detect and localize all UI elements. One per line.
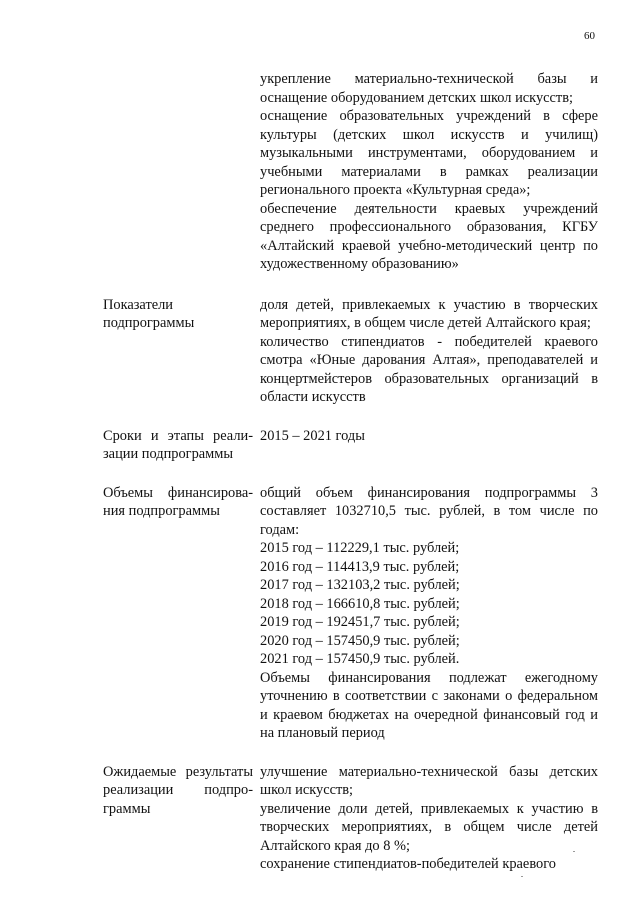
row-content	[260, 763, 598, 874]
row-label-line: Сроки и этапы реали-	[103, 427, 253, 444]
passport-row-continuation	[103, 70, 598, 274]
content-paragraph: сохранение стипендиатов-победителей краевого	[260, 856, 556, 872]
passport-row-financing	[103, 484, 598, 743]
content-paragraph: оснащение образовательных учреждений в сфере культуры (детских школ искусств и училищ) музыкальными инструментами, оборудованием и учебными материалами в рамках реализации регионального проекта «Культурная среда»;	[260, 108, 598, 198]
financing-year-line: 2021 год – 157450,9 тыс. рублей.	[260, 651, 460, 667]
content-paragraph: обеспечение деятельности краевых учреждений среднего профессионального образования, КГБУ «Алтайский краевой учебно-методический центр по художественному образованию»	[260, 200, 598, 272]
passport-row-indicators	[103, 296, 598, 407]
row-label	[103, 484, 253, 521]
row-content	[260, 484, 598, 743]
row-label-line: подпрограммы	[103, 315, 195, 331]
row-label-line: зации подпрограммы	[103, 446, 234, 462]
financing-year-line: 2016 год – 114413,9 тыс. рублей;	[260, 558, 460, 575]
row-label	[103, 296, 253, 333]
content-paragraph: количество стипендиатов - победителей краевого смотра «Юные дарования Алтая», преподавателей и концертмейстеров образовательных организаций в области искусств	[260, 333, 598, 405]
page-number: 60	[584, 30, 595, 42]
content-paragraph: увеличение доли детей, привлекаемых к участию в творческих мероприятиях, в общем числе детей Алтайского края до 8 %;	[260, 800, 598, 854]
financing-year-line: 2015 год – 112229,1 тыс. рублей;	[260, 540, 460, 556]
content-paragraph: 2015 – 2021 годы	[260, 427, 365, 444]
row-content	[260, 296, 598, 407]
content-paragraph: доля детей, привлекаемых к участию в творческих мероприятиях, в общем числе детей Алтайского края;	[260, 296, 598, 331]
row-label-line: ния подпрограммы	[103, 503, 220, 519]
row-content	[260, 70, 598, 274]
scan-speck	[521, 876, 523, 877]
row-label-line: Ожидаемые результаты	[103, 763, 253, 780]
subprogram-passport-table	[103, 70, 598, 874]
content-paragraph: общий объем финансирования подпрограммы 3 составляет 1032710,5 тыс. рублей, в том числе по годам:	[260, 484, 598, 538]
row-label-line: граммы	[103, 800, 151, 817]
content-paragraph: укрепление материально-технической базы и оснащение оборудованием детских школ искусств;	[260, 71, 598, 106]
financing-year-line: 2017 год – 132103,2 тыс. рублей;	[260, 577, 460, 593]
financing-year-line: 2018 год – 166610,8 тыс. рублей;	[260, 595, 460, 612]
row-label-line: реализации подпро-	[103, 782, 253, 798]
passport-row-terms	[103, 427, 598, 464]
row-label	[103, 427, 253, 464]
row-content	[260, 427, 598, 446]
content-paragraph: Объемы финансирования подлежат ежегодному уточнению в соответствии с законами о федеральном и краевом бюджетах на очередной финансовый год и на плановый период	[260, 669, 598, 741]
passport-row-expected-results	[103, 763, 598, 874]
content-paragraph: улучшение материально-технической базы детских школ искусств;	[260, 763, 598, 798]
row-label	[103, 763, 253, 819]
scan-speck	[573, 851, 575, 852]
row-label-line: Объемы финансирова-	[103, 484, 253, 501]
financing-year-line: 2020 год – 157450,9 тыс. рублей;	[260, 632, 460, 649]
financing-year-line: 2019 год – 192451,7 тыс. рублей;	[260, 614, 460, 630]
row-label-line: Показатели	[103, 296, 174, 313]
